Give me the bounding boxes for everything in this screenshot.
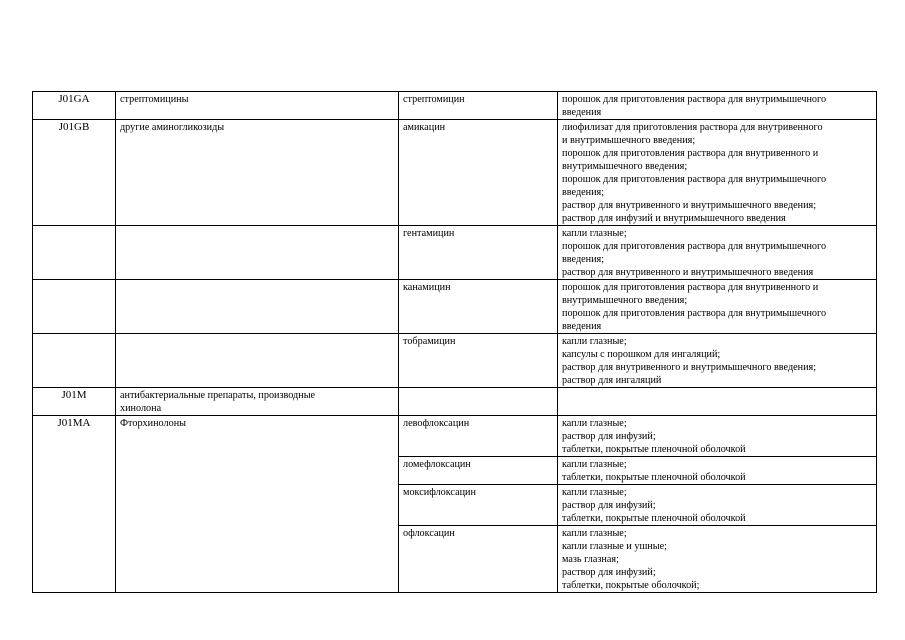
- dosage-forms: [558, 457, 877, 485]
- dosage-form-line: таблетки, покрытые пленочной оболочкой: [562, 513, 746, 524]
- table-row: [33, 226, 877, 280]
- drug-name: ломефлоксацин: [399, 457, 558, 485]
- dosage-forms: [558, 92, 877, 120]
- atc-code: J01GB: [33, 120, 116, 226]
- dosage-form-line: порошок для приготовления раствора для внутривенного и: [562, 148, 819, 159]
- group-name: стрептомицины: [116, 92, 399, 120]
- drug-name: моксифлоксацин: [399, 485, 558, 526]
- dosage-form-line: капли глазные;: [562, 459, 627, 470]
- dosage-form-line: раствор для инфузий;: [562, 567, 656, 578]
- drug-name: офлоксацин: [399, 526, 558, 593]
- dosage-forms: [558, 120, 877, 226]
- dosage-form-line: капли глазные и ушные;: [562, 541, 667, 552]
- dosage-form-line: внутримышечного введения;: [562, 161, 688, 172]
- dosage-forms: [558, 485, 877, 526]
- dosage-form-line: порошок для приготовления раствора для внутримышечного: [562, 174, 827, 185]
- group-name: другие аминогликозиды: [116, 120, 399, 226]
- dosage-forms: [558, 226, 877, 280]
- dosage-forms: [558, 416, 877, 457]
- dosage-form-line: порошок для приготовления раствора для внутривенного и: [562, 282, 819, 293]
- drug-name: канамицин: [399, 280, 558, 334]
- dosage-form-line: капли глазные;: [562, 418, 627, 429]
- group-name: [116, 226, 399, 280]
- table-row: [33, 334, 877, 388]
- group-name: антибактериальные препараты, производные хинолона: [116, 388, 399, 416]
- drug-name: амикацин: [399, 120, 558, 226]
- drug-name: стрептомицин: [399, 92, 558, 120]
- dosage-form-line: раствор для инфузий;: [562, 431, 656, 442]
- table-row: [33, 388, 877, 416]
- dosage-form-line: лиофилизат для приготовления раствора для внутривенного: [562, 122, 823, 133]
- dosage-form-line: таблетки, покрытые пленочной оболочкой: [562, 472, 746, 483]
- dosage-form-line: мазь глазная;: [562, 554, 619, 565]
- dosage-form-line: таблетки, покрытые оболочкой;: [562, 580, 700, 591]
- atc-code: [33, 334, 116, 388]
- atc-code: [33, 226, 116, 280]
- dosage-form-line: раствор для ингаляций: [562, 375, 662, 386]
- group-name: Фторхинолоны: [116, 416, 399, 593]
- atc-code: J01GA: [33, 92, 116, 120]
- table-row: [33, 280, 877, 334]
- dosage-form-line: капли глазные;: [562, 528, 627, 539]
- dosage-form-line: раствор для внутривенного и внутримышечного введения;: [562, 362, 817, 373]
- dosage-form-line: раствор для внутривенного и внутримышечного введения: [562, 267, 814, 278]
- dosage-form-line: введения;: [562, 254, 605, 265]
- drug-table: [32, 91, 877, 593]
- dosage-form-line: капли глазные;: [562, 487, 627, 498]
- dosage-form-line: раствор для внутривенного и внутримышечного введения;: [562, 200, 817, 211]
- dosage-form-line: порошок для приготовления раствора для внутримышечного: [562, 241, 827, 252]
- dosage-form-line: порошок для приготовления раствора для внутримышечного: [562, 308, 827, 319]
- dosage-forms: [558, 388, 877, 416]
- atc-code: [33, 280, 116, 334]
- dosage-form-line: порошок для приготовления раствора для внутримышечного: [562, 94, 827, 105]
- dosage-form-line: таблетки, покрытые пленочной оболочкой: [562, 444, 746, 455]
- dosage-forms: [558, 334, 877, 388]
- dosage-form-line: капли глазные;: [562, 336, 627, 347]
- drug-name: тобрамицин: [399, 334, 558, 388]
- group-name: [116, 334, 399, 388]
- dosage-form-line: внутримышечного введения;: [562, 295, 688, 306]
- dosage-form-line: и внутримышечного введения;: [562, 135, 696, 146]
- dosage-form-line: капли глазные;: [562, 228, 627, 239]
- drug-name: [399, 388, 558, 416]
- group-name: [116, 280, 399, 334]
- dosage-form-line: введения: [562, 107, 602, 118]
- dosage-form-line: введения;: [562, 187, 605, 198]
- dosage-form-line: введения: [562, 321, 602, 332]
- table-row: [33, 120, 877, 226]
- drug-name: левофлоксацин: [399, 416, 558, 457]
- dosage-form-line: раствор для инфузий;: [562, 500, 656, 511]
- atc-code: J01M: [33, 388, 116, 416]
- dosage-forms: [558, 280, 877, 334]
- dosage-form-line: раствор для инфузий и внутримышечного введения: [562, 213, 786, 224]
- dosage-form-line: капсулы с порошком для ингаляций;: [562, 349, 721, 360]
- table-row: [33, 416, 877, 457]
- dosage-forms: [558, 526, 877, 593]
- atc-code: J01MA: [33, 416, 116, 593]
- drug-name: гентамицин: [399, 226, 558, 280]
- table-row: [33, 92, 877, 120]
